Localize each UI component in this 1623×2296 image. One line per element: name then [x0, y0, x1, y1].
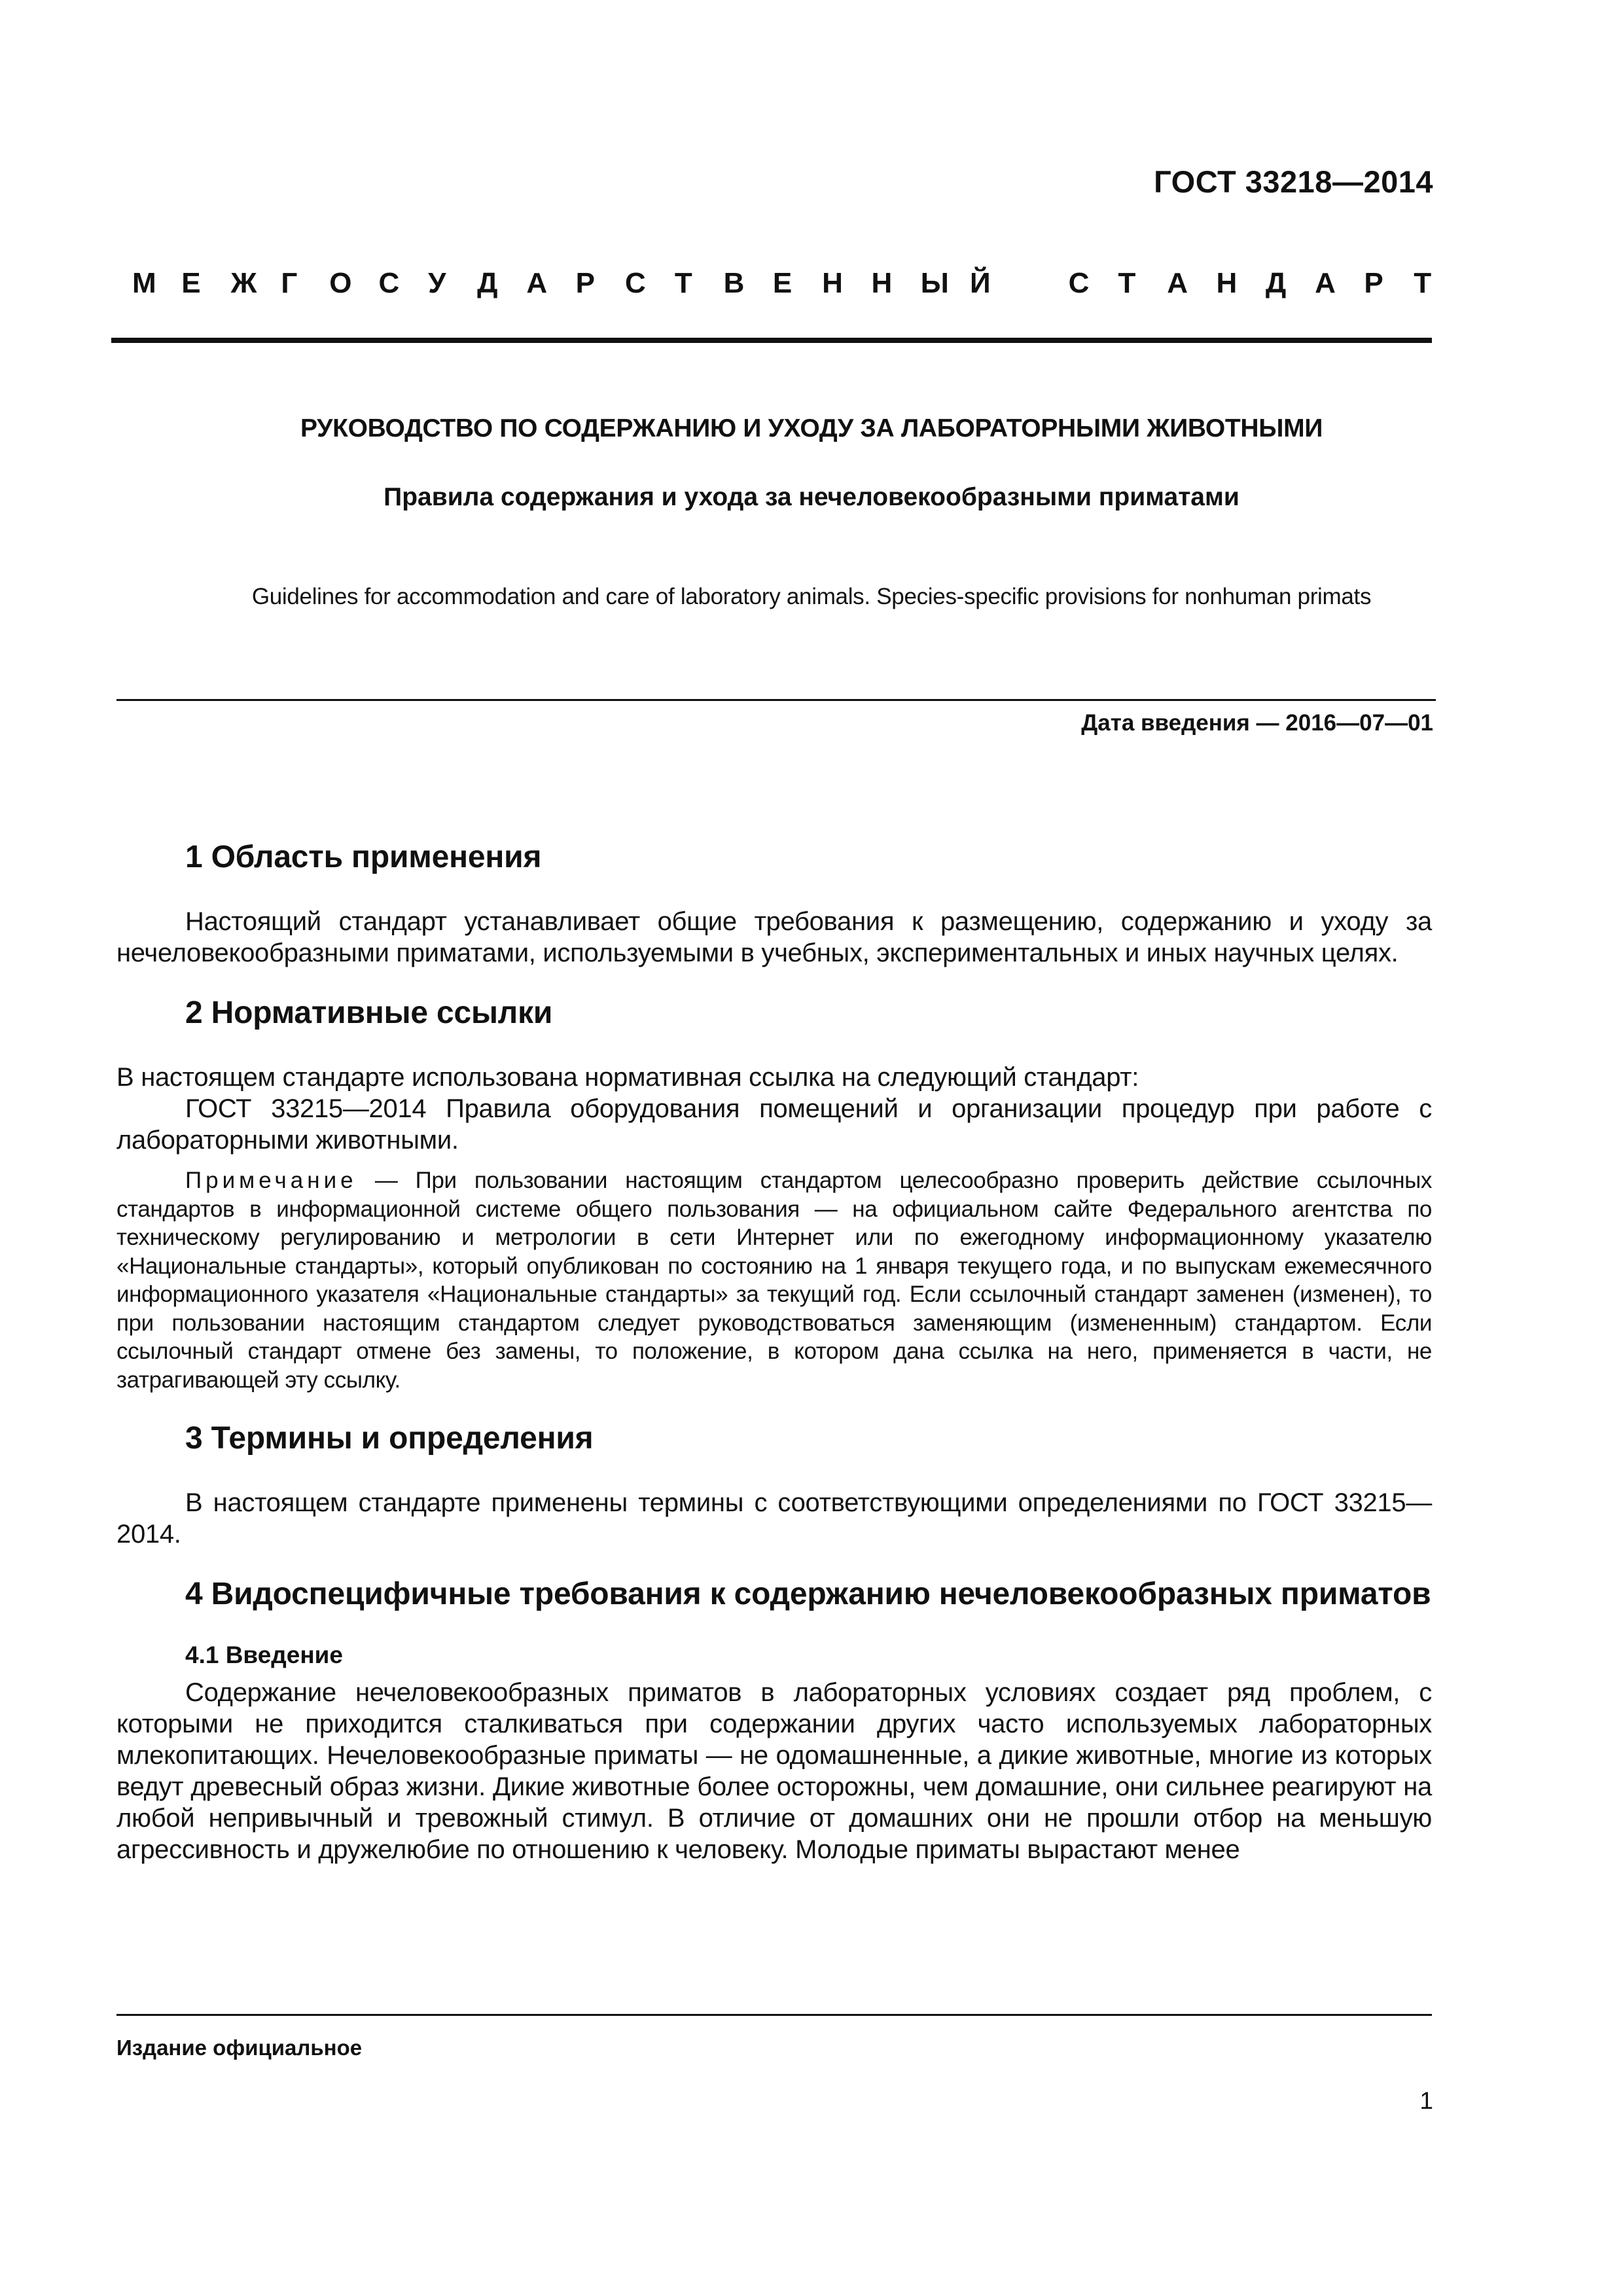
page-number: 1: [1419, 2087, 1433, 2114]
introduction-date: Дата введения — 2016—07—01: [1081, 710, 1433, 736]
banner-letter: А: [1315, 267, 1336, 299]
document-subtitle: Правила содержания и ухода за нечеловекообразными приматами: [383, 483, 1240, 511]
banner-letter: У: [428, 267, 446, 299]
banner-letter: А: [526, 267, 548, 299]
banner-letter: С: [624, 267, 646, 299]
banner-letter: Д: [477, 267, 498, 299]
banner-letter: Т: [674, 267, 692, 299]
banner-letter: Н: [822, 267, 843, 299]
section-1-heading: 1 Область применения: [185, 840, 542, 874]
section-2-paragraph-2: ГОСТ 33215—2014 Правила оборудования помещений и организации процедур при работе с лабораторными животными.: [116, 1094, 1432, 1155]
standard-banner: [132, 267, 1432, 300]
title-divider: [116, 699, 1436, 701]
section-1-paragraph: Настоящий стандарт устанавливает общие требования к размещению, содержанию и уходу за нечеловекообразными приматами, используемыми в учебных, экспериментальных и иных научных целях.: [116, 907, 1432, 967]
document-body: [116, 836, 1432, 1865]
section-2-paragraph-1: В настоящем стандарте использована нормативная ссылка на следующий стандарт:: [116, 1063, 1139, 1092]
banner-letter: С: [1068, 267, 1090, 299]
header-divider: [111, 338, 1432, 343]
banner-letter: Н: [871, 267, 893, 299]
banner-letter: Й: [970, 267, 991, 299]
banner-letter: О: [329, 267, 352, 299]
banner-letter: Р: [575, 267, 596, 299]
banner-letter: Е: [181, 267, 201, 299]
banner-letter: [1019, 267, 1037, 300]
section-4-heading: 4 Видоспецифичные требования к содержанию нечеловекообразных приматов: [185, 1577, 1431, 1611]
banner-letter: В: [723, 267, 745, 299]
section-2-note: [116, 1166, 1432, 1394]
banner-letter: М: [132, 267, 156, 299]
banner-letter: С: [378, 267, 400, 299]
document-title: РУКОВОДСТВО ПО СОДЕРЖАНИЮ И УХОДУ ЗА ЛАБОРАТОРНЫМИ ЖИВОТНЫМИ: [300, 414, 1323, 442]
note-label: Примечание: [185, 1168, 357, 1193]
note-text: — При пользовании настоящим стандартом целесообразно проверить действие ссылочных стандартов в информационной системе общего пользования — на официальном сайте Федерального агентства по техническому регулированию и метрологии в сети Интернет или по ежегодному информационному указателю «Национальные стандарты», который опубликован по состоянию на 1 января текущего года, и по выпускам ежемесячного информационного указателя «Национальные стандарты» за текущий год. Если ссылочный стандарт заменен (изменен), то при пользовании настоящим стандартом следует руководствоваться заменяющим (измененным) стандартом. Если ссылочный стандарт отмене без замены, то положение, в котором дана ссылка на него, применяется в части, не затрагивающей эту ссылку.: [116, 1168, 1432, 1393]
banner-letter: А: [1167, 267, 1188, 299]
section-3-heading: 3 Термины и определения: [185, 1421, 594, 1456]
banner-letter: Д: [1265, 267, 1287, 299]
english-title: Guidelines for accommodation and care of laboratory animals. Species-specific provisions for nonhuman primats: [251, 584, 1372, 609]
banner-letter: Г: [281, 267, 298, 299]
subsection-4-1-paragraph: Содержание нечеловекообразных приматов в лабораторных условиях создает ряд проблем, с которыми не приходится сталкиваться при содержании других часто используемых лабораторных млекопитающих. Нечеловекообразные приматы — не одомашненные, а дикие животные, многие из которых ведут древесный образ жизни. Дикие животные более осторожны, чем домашние, они сильнее реагируют на любой непривычный и тревожный стимул. В отличие от домашних они не прошли отбор на меньшую агрессивность и дружелюбие по отношению к человеку. Молодые приматы вырастают менее: [116, 1678, 1432, 1864]
banner-letter: Ж: [230, 267, 257, 299]
banner-letter: Р: [1364, 267, 1383, 299]
section-3-paragraph: В настоящем стандарте применены термины с соответствующими определениями по ГОСТ 33215—2014.: [116, 1488, 1432, 1549]
banner-letter: Е: [772, 267, 793, 299]
banner-letter: Ы: [920, 267, 949, 299]
subsection-4-1-heading: 4.1 Введение: [185, 1641, 344, 1668]
banner-letter: Т: [1414, 267, 1432, 299]
banner-letter: Н: [1216, 267, 1238, 299]
banner-letter: Т: [1118, 267, 1136, 299]
footer-divider: [116, 2014, 1432, 2016]
section-2-heading: 2 Нормативные ссылки: [185, 996, 553, 1030]
document-code: ГОСТ 33218—2014: [1154, 164, 1433, 199]
official-edition-label: Издание официальное: [116, 2036, 363, 2060]
